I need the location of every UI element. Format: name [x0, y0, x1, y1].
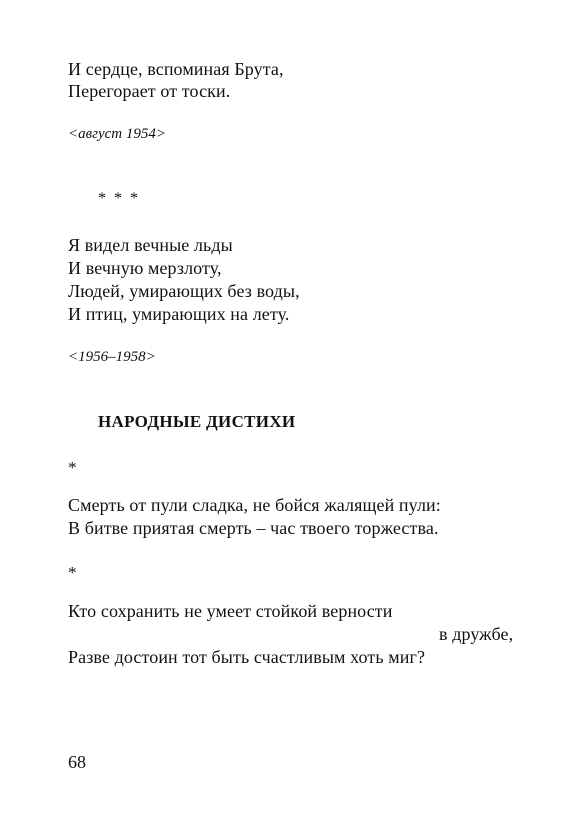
- poem-date: <1956–1958>: [68, 349, 156, 365]
- poem-line: Я видел вечные льды: [68, 235, 233, 255]
- distich-line: В битве приятая смерть – час твоего торжества.: [68, 518, 439, 538]
- poem-line: Перегорает от тоски.: [68, 81, 231, 101]
- distich-line: Кто сохранить не умеет стойкой верности: [68, 601, 393, 621]
- distich-line: Смерть от пули сладка, не бойся жалящей пули:: [68, 495, 441, 515]
- poem-line: И птиц, умирающих на лету.: [68, 304, 290, 324]
- poem-line: И сердце, вспоминая Брута,: [68, 59, 284, 79]
- section-title: НАРОДНЫЕ ДИСТИХИ: [98, 412, 296, 431]
- poem-line: И вечную мерзлоту,: [68, 258, 222, 278]
- distich-line: Разве достоин тот быть счастливым хоть миг?: [68, 647, 426, 667]
- distich-line-continuation: в дружбе,: [439, 624, 514, 644]
- distich-marker: *: [68, 458, 77, 477]
- poem-date: <август 1954>: [68, 126, 167, 142]
- page-number: 68: [68, 752, 86, 772]
- poem-line: Людей, умирающих без воды,: [68, 281, 300, 301]
- poem-separator: * * *: [98, 190, 140, 207]
- distich-marker: *: [68, 563, 77, 582]
